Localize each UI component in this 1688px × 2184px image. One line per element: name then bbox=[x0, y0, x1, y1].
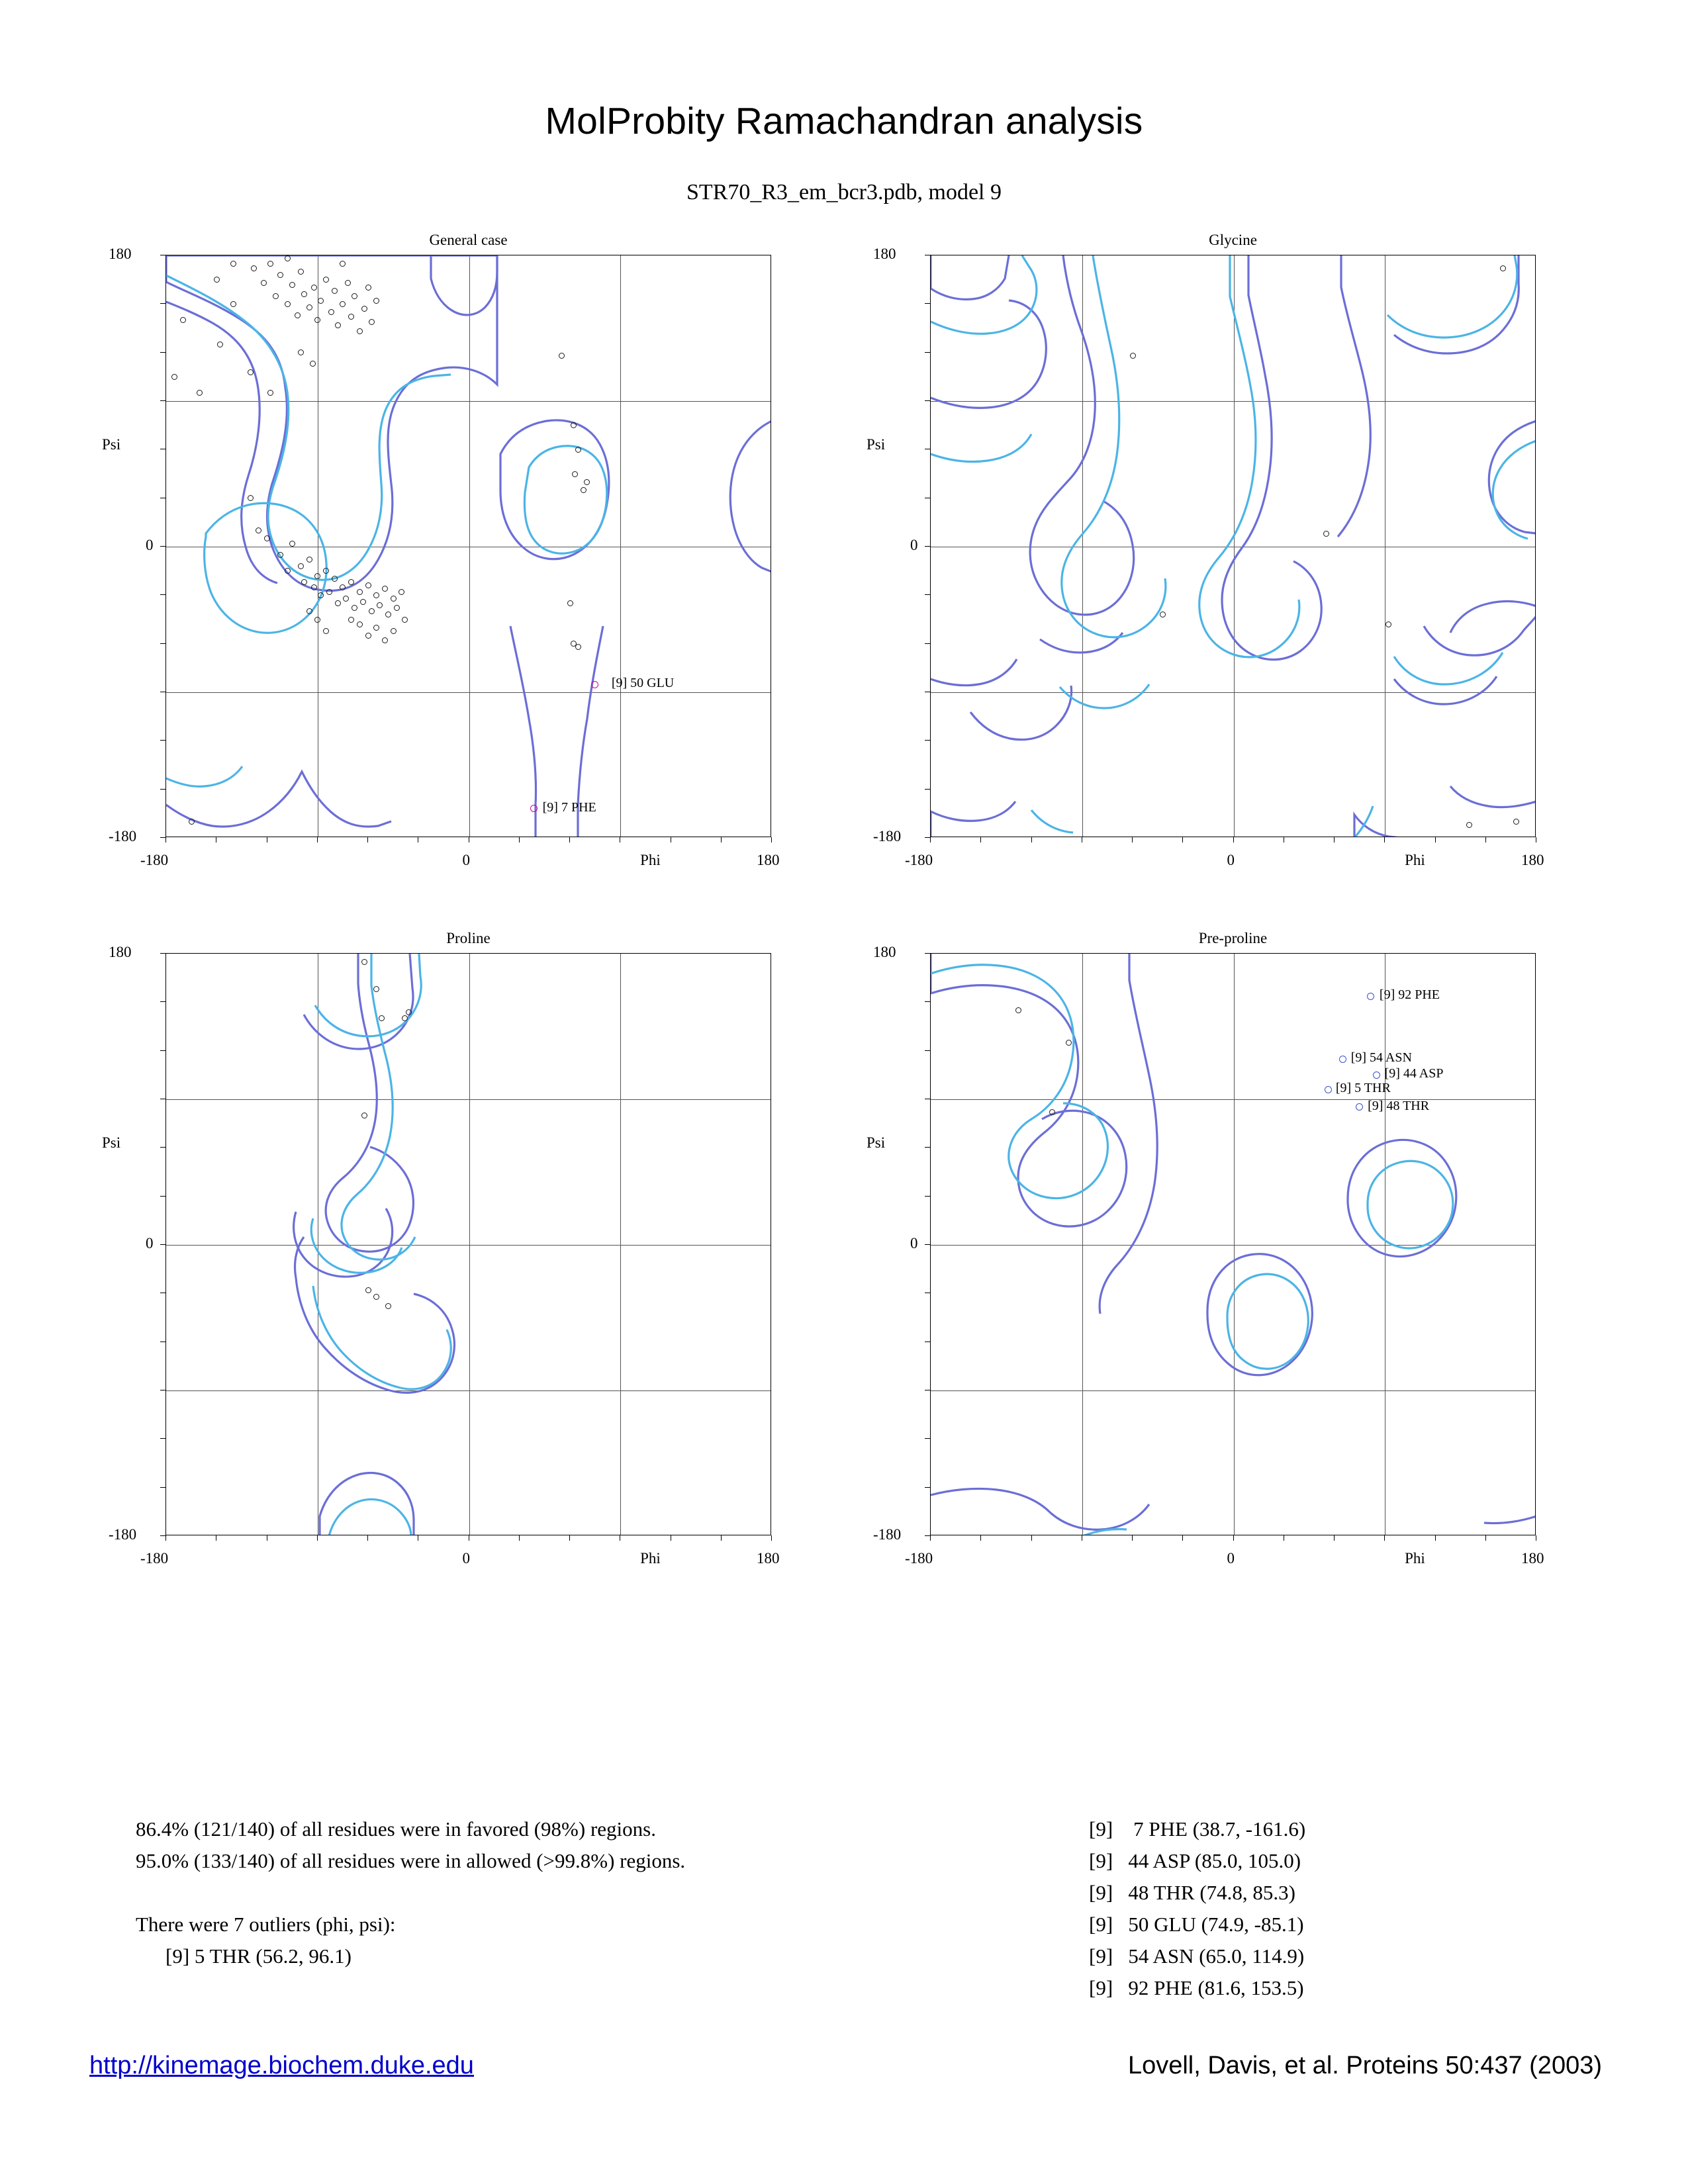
x-tick bbox=[165, 1535, 166, 1541]
y-tick bbox=[925, 789, 930, 790]
y-tick bbox=[925, 1535, 930, 1536]
y-tick bbox=[925, 1244, 930, 1245]
axis-tick-label: -180 bbox=[905, 1550, 933, 1567]
data-point bbox=[373, 1294, 379, 1300]
data-point bbox=[332, 288, 338, 294]
panel-title: Glycine bbox=[1209, 232, 1257, 248]
data-point bbox=[189, 819, 195, 825]
y-tick bbox=[160, 1147, 165, 1148]
data-point bbox=[1323, 531, 1329, 537]
x-tick bbox=[1334, 837, 1335, 842]
data-point bbox=[335, 322, 341, 328]
y-tick bbox=[925, 1001, 930, 1002]
x-tick bbox=[367, 837, 368, 842]
x-tick bbox=[569, 837, 570, 842]
data-point bbox=[1466, 822, 1472, 828]
outlier-row: [9] 44 ASP (85.0, 105.0) bbox=[1089, 1849, 1301, 1872]
data-point bbox=[335, 600, 341, 606]
data-point bbox=[406, 1009, 412, 1015]
panel-pre-proline bbox=[867, 930, 1544, 1567]
data-point bbox=[295, 312, 301, 318]
data-point bbox=[248, 369, 254, 375]
x-tick bbox=[1182, 837, 1183, 842]
axis-tick-label: -180 bbox=[109, 828, 137, 844]
x-tick bbox=[1132, 1535, 1133, 1541]
x-tick bbox=[930, 1535, 931, 1541]
axis-tick-label: -180 bbox=[873, 1526, 902, 1543]
x-tick bbox=[771, 1535, 772, 1541]
panel-proline bbox=[102, 930, 780, 1567]
x-tick bbox=[1031, 1535, 1032, 1541]
y-tick bbox=[160, 740, 165, 741]
y-tick bbox=[925, 400, 930, 401]
data-point bbox=[360, 599, 366, 605]
axis-tick-label: Psi bbox=[867, 436, 886, 453]
y-tick bbox=[925, 303, 930, 304]
data-point bbox=[571, 422, 577, 428]
axis-tick-label: -180 bbox=[905, 852, 933, 868]
axis-tick-label: 0 bbox=[910, 537, 918, 553]
x-tick bbox=[1233, 1535, 1234, 1541]
y-tick bbox=[925, 1147, 930, 1148]
data-point bbox=[345, 280, 351, 286]
axis-tick-label: Psi bbox=[102, 1134, 121, 1152]
axis-tick-label: 0 bbox=[146, 537, 154, 553]
point-label: [9] 5 THR bbox=[1335, 1081, 1391, 1096]
y-tick bbox=[925, 1438, 930, 1439]
data-point bbox=[230, 261, 236, 267]
data-point bbox=[369, 608, 375, 614]
y-tick bbox=[160, 1487, 165, 1488]
point-label: [9] 7 PHE bbox=[542, 800, 596, 815]
point-label: [9] 44 ASP bbox=[1384, 1066, 1444, 1081]
spacer bbox=[136, 1877, 685, 1909]
data-point bbox=[559, 353, 565, 359]
data-point bbox=[365, 285, 371, 291]
plot-area-general[interactable] bbox=[165, 255, 771, 837]
data-point bbox=[248, 495, 254, 501]
plot-area-proline[interactable] bbox=[165, 953, 771, 1535]
x-tick bbox=[1233, 837, 1234, 842]
panel-title: General case bbox=[429, 232, 508, 248]
axis-tick-label: 0 bbox=[462, 1550, 470, 1567]
data-point bbox=[369, 319, 375, 325]
x-tick bbox=[569, 1535, 570, 1541]
outlier-point bbox=[1373, 1071, 1380, 1079]
y-tick bbox=[160, 400, 165, 401]
contour-layer bbox=[931, 255, 1536, 837]
axis-tick-label: 0 bbox=[910, 1235, 918, 1251]
axis-tick-label: Psi bbox=[867, 1134, 886, 1152]
x-tick bbox=[519, 1535, 520, 1541]
data-point bbox=[251, 265, 257, 271]
y-tick bbox=[160, 303, 165, 304]
x-tick bbox=[519, 837, 520, 842]
data-point bbox=[261, 280, 267, 286]
data-point bbox=[314, 617, 320, 623]
point-label: [9] 48 THR bbox=[1368, 1099, 1430, 1114]
axis-tick-label: -180 bbox=[140, 1550, 169, 1567]
axis-tick-label: Phi bbox=[640, 852, 661, 868]
data-point bbox=[391, 628, 397, 634]
data-point bbox=[298, 563, 304, 569]
data-point bbox=[1049, 1109, 1055, 1115]
data-point bbox=[301, 291, 307, 297]
x-tick bbox=[1031, 837, 1032, 842]
x-tick bbox=[980, 837, 981, 842]
data-point bbox=[1015, 1007, 1021, 1013]
data-point bbox=[1500, 265, 1506, 271]
axis-tick-label: -180 bbox=[109, 1526, 137, 1543]
x-tick bbox=[1384, 837, 1385, 842]
data-point bbox=[567, 600, 573, 606]
data-point bbox=[311, 584, 317, 590]
data-point bbox=[357, 621, 363, 627]
y-tick bbox=[160, 352, 165, 353]
y-tick bbox=[160, 1196, 165, 1197]
data-point bbox=[365, 582, 371, 588]
data-point bbox=[171, 374, 177, 380]
axis-tick-label: 180 bbox=[109, 944, 132, 960]
data-point bbox=[365, 633, 371, 639]
axis-tick-label: Phi bbox=[640, 1550, 661, 1567]
data-point bbox=[306, 608, 312, 614]
x-tick bbox=[1384, 1535, 1385, 1541]
data-point bbox=[217, 341, 223, 347]
x-tick bbox=[721, 837, 722, 842]
y-tick bbox=[925, 643, 930, 644]
data-point bbox=[332, 576, 338, 582]
outlier-row: [9] 50 GLU (74.9, -85.1) bbox=[1089, 1913, 1304, 1936]
axis-tick-label: -180 bbox=[140, 852, 169, 868]
axis-tick-label: 180 bbox=[873, 246, 896, 262]
y-tick bbox=[160, 546, 165, 547]
point-label: [9] 50 GLU bbox=[611, 675, 675, 690]
x-tick bbox=[930, 837, 931, 842]
data-point bbox=[298, 269, 304, 275]
data-point bbox=[323, 628, 329, 634]
panel-glycine bbox=[867, 232, 1544, 868]
data-point bbox=[365, 1287, 371, 1293]
data-point bbox=[267, 261, 273, 267]
data-point bbox=[306, 304, 312, 310]
x-tick bbox=[771, 837, 772, 842]
y-tick bbox=[160, 1001, 165, 1002]
axis-tick-label: 0 bbox=[462, 852, 470, 868]
y-tick bbox=[925, 546, 930, 547]
outlier-header: There were 7 outliers (phi, psi): bbox=[136, 1913, 396, 1936]
x-tick bbox=[367, 1535, 368, 1541]
y-tick bbox=[160, 1050, 165, 1051]
data-point bbox=[357, 589, 363, 595]
x-tick bbox=[1435, 1535, 1436, 1541]
axis-tick-label: 180 bbox=[757, 1550, 780, 1567]
data-point bbox=[298, 349, 304, 355]
axis-tick-label: 180 bbox=[873, 944, 896, 960]
data-point bbox=[1066, 1040, 1072, 1046]
data-point bbox=[277, 552, 283, 558]
y-tick bbox=[925, 1050, 930, 1051]
data-point bbox=[352, 293, 357, 299]
plot-area-glycine[interactable] bbox=[930, 255, 1536, 837]
favored-stat: 86.4% (121/140) of all residues were in favored (98%) regions. bbox=[136, 1817, 656, 1841]
data-point bbox=[289, 282, 295, 288]
x-tick bbox=[1485, 837, 1486, 842]
data-point bbox=[230, 301, 236, 307]
x-tick bbox=[721, 1535, 722, 1541]
statistics-block bbox=[136, 1813, 685, 1972]
outlier-first: [9] 5 THR (56.2, 96.1) bbox=[165, 1944, 352, 1968]
outlier-list bbox=[1089, 1813, 1305, 2004]
data-point bbox=[391, 596, 397, 602]
y-tick bbox=[925, 1196, 930, 1197]
x-tick bbox=[1334, 1535, 1335, 1541]
axis-tick-label: -180 bbox=[873, 828, 902, 844]
y-tick bbox=[160, 1535, 165, 1536]
y-tick bbox=[925, 352, 930, 353]
contour-layer bbox=[166, 255, 771, 837]
outlier-row: [9] 54 ASN (65.0, 114.9) bbox=[1089, 1944, 1305, 1968]
axis-tick-label: 180 bbox=[1521, 852, 1544, 868]
x-tick bbox=[1132, 837, 1133, 842]
outlier-point bbox=[1325, 1086, 1332, 1093]
outlier-row: [9] 7 PHE (38.7, -161.6) bbox=[1089, 1817, 1306, 1841]
outlier-row: [9] 92 PHE (81.6, 153.5) bbox=[1089, 1976, 1304, 1999]
data-point bbox=[348, 617, 354, 623]
y-tick bbox=[160, 1244, 165, 1245]
outlier-row: [9] 48 THR (74.8, 85.3) bbox=[1089, 1881, 1295, 1904]
data-point bbox=[373, 592, 379, 598]
axis-tick-label: 0 bbox=[1227, 852, 1235, 868]
y-tick bbox=[925, 1487, 930, 1488]
y-tick bbox=[925, 740, 930, 741]
data-point bbox=[310, 361, 316, 367]
data-point bbox=[581, 487, 586, 493]
data-point bbox=[382, 586, 388, 592]
x-tick bbox=[980, 1535, 981, 1541]
axis-tick-label: Phi bbox=[1405, 1550, 1425, 1567]
data-point bbox=[1385, 621, 1391, 627]
data-point bbox=[572, 471, 578, 477]
data-point bbox=[285, 568, 291, 574]
y-tick bbox=[160, 643, 165, 644]
data-point bbox=[314, 573, 320, 579]
x-tick bbox=[317, 837, 318, 842]
x-tick bbox=[1485, 1535, 1486, 1541]
outlier-point bbox=[1339, 1056, 1346, 1063]
axis-tick-label: 180 bbox=[109, 246, 132, 262]
contour-layer bbox=[931, 954, 1536, 1535]
data-point bbox=[306, 557, 312, 563]
x-tick bbox=[317, 1535, 318, 1541]
axis-tick-label: 0 bbox=[1227, 1550, 1235, 1567]
allowed-stat: 95.0% (133/140) of all residues were in allowed (>99.8%) regions. bbox=[136, 1849, 686, 1872]
data-point bbox=[340, 584, 346, 590]
data-point bbox=[1130, 353, 1136, 359]
data-point bbox=[326, 589, 332, 595]
kinemage-link[interactable]: http://kinemage.biochem.duke.edu bbox=[89, 2052, 474, 2079]
x-tick bbox=[165, 837, 166, 842]
axis-tick-label: 180 bbox=[1521, 1550, 1544, 1567]
outlier-point bbox=[530, 805, 538, 812]
panel-title: Proline bbox=[446, 930, 491, 946]
data-point bbox=[328, 309, 334, 315]
axis-tick-label: Phi bbox=[1405, 852, 1425, 868]
axis-tick-label: 180 bbox=[757, 852, 780, 868]
data-point bbox=[285, 301, 291, 307]
contour-layer bbox=[166, 954, 771, 1535]
axis-tick-label: Psi bbox=[102, 436, 121, 453]
plot-area-preproline[interactable] bbox=[930, 953, 1536, 1535]
panel-general-case bbox=[102, 232, 780, 868]
y-tick bbox=[160, 594, 165, 595]
data-point bbox=[402, 617, 408, 623]
axis-tick-label: 0 bbox=[146, 1235, 154, 1251]
data-point bbox=[289, 541, 295, 547]
data-point bbox=[584, 479, 590, 485]
data-point bbox=[377, 602, 383, 608]
data-point bbox=[273, 293, 279, 299]
y-tick bbox=[160, 953, 165, 954]
data-point bbox=[1513, 819, 1519, 825]
y-tick bbox=[925, 594, 930, 595]
x-tick bbox=[1435, 837, 1436, 842]
outlier-point bbox=[591, 681, 598, 688]
y-tick bbox=[925, 837, 930, 838]
citation: Lovell, Davis, et al. Proteins 50:437 (2003) bbox=[1127, 2052, 1602, 2079]
page-subtitle: STR70_R3_em_bcr3.pdb, model 9 bbox=[686, 180, 1002, 205]
data-point bbox=[285, 255, 291, 261]
x-tick bbox=[1182, 1535, 1183, 1541]
y-tick bbox=[160, 837, 165, 838]
point-label: [9] 92 PHE bbox=[1379, 987, 1440, 1002]
y-tick bbox=[160, 789, 165, 790]
y-tick bbox=[925, 953, 930, 954]
panel-title: Pre-proline bbox=[1198, 930, 1268, 946]
data-point bbox=[373, 625, 379, 631]
data-point bbox=[575, 447, 581, 453]
data-point bbox=[214, 277, 220, 283]
page-title: MolProbity Ramachandran analysis bbox=[545, 100, 1143, 142]
y-tick bbox=[160, 1438, 165, 1439]
point-label: [9] 54 ASN bbox=[1350, 1050, 1412, 1065]
